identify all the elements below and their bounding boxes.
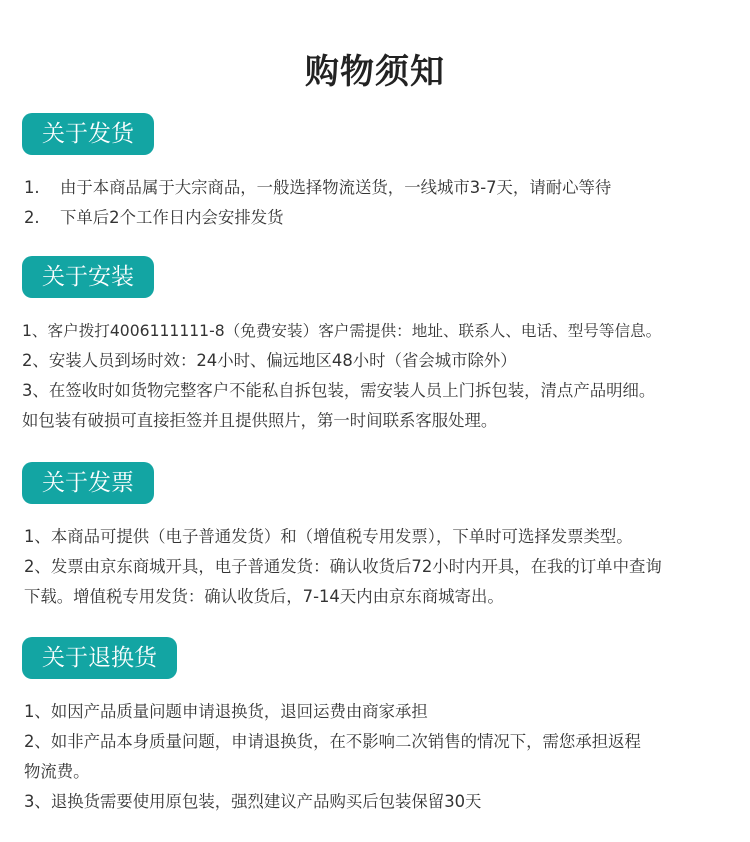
list-item-text: 由于本商品属于大宗商品，一般选择物流送货，一线城市3-7天，请耐心等待 (60, 178, 612, 197)
list-item (0, 173, 750, 203)
list-item-number: 2. (24, 208, 40, 227)
page-title: 购物须知 (305, 52, 445, 92)
section-body-installation (0, 316, 750, 436)
list-item: 1、客户拨打4006111111-8（免费安装）客户需提供：地址、联系人、电话、型号等信息。 (22, 322, 662, 340)
section-heading-installation: 关于安装 (22, 256, 154, 298)
section-body-returns (0, 697, 750, 817)
list-item: 2、发票由京东商城开具，电子普通发货：确认收货后72小时内开具，在我的订单中查询 (24, 557, 662, 576)
list-item: 3、在签收时如货物完整客户不能私自拆包装，需安装人员上门拆包装，清点产品明细。 (22, 381, 656, 400)
list-item-number: 1. (24, 178, 40, 197)
section-heading-returns: 关于退换货 (22, 637, 177, 679)
section-heading-shipping: 关于发货 (22, 113, 154, 155)
list-item: 1、如因产品质量问题申请退换货，退回运费由商家承担 (24, 702, 428, 721)
section-body-invoice (0, 522, 750, 612)
section-body-shipping (0, 173, 750, 233)
list-item-continuation: 如包装有破损可直接拒签并且提供照片，第一时间联系客服处理。 (22, 411, 498, 430)
list-item (0, 203, 750, 233)
list-item: 3、退换货需要使用原包装，强烈建议产品购买后包装保留30天 (24, 792, 482, 811)
list-item: 2、安装人员到场时效：24小时、偏远地区48小时（省会城市除外） (22, 351, 517, 370)
list-item-text: 下单后2个工作日内会安排发货 (60, 208, 284, 227)
list-item-continuation: 下载。增值税专用发货：确认收货后，7-14天内由京东商城寄出。 (24, 587, 504, 606)
list-item-continuation: 物流费。 (24, 762, 90, 781)
list-item: 2、如非产品本身质量问题，申请退换货，在不影响二次销售的情况下，需您承担返程 (24, 732, 641, 751)
list-item: 1、本商品可提供（电子普通发货）和（增值税专用发票），下单时可选择发票类型。 (24, 527, 633, 546)
section-heading-invoice: 关于发票 (22, 462, 154, 504)
